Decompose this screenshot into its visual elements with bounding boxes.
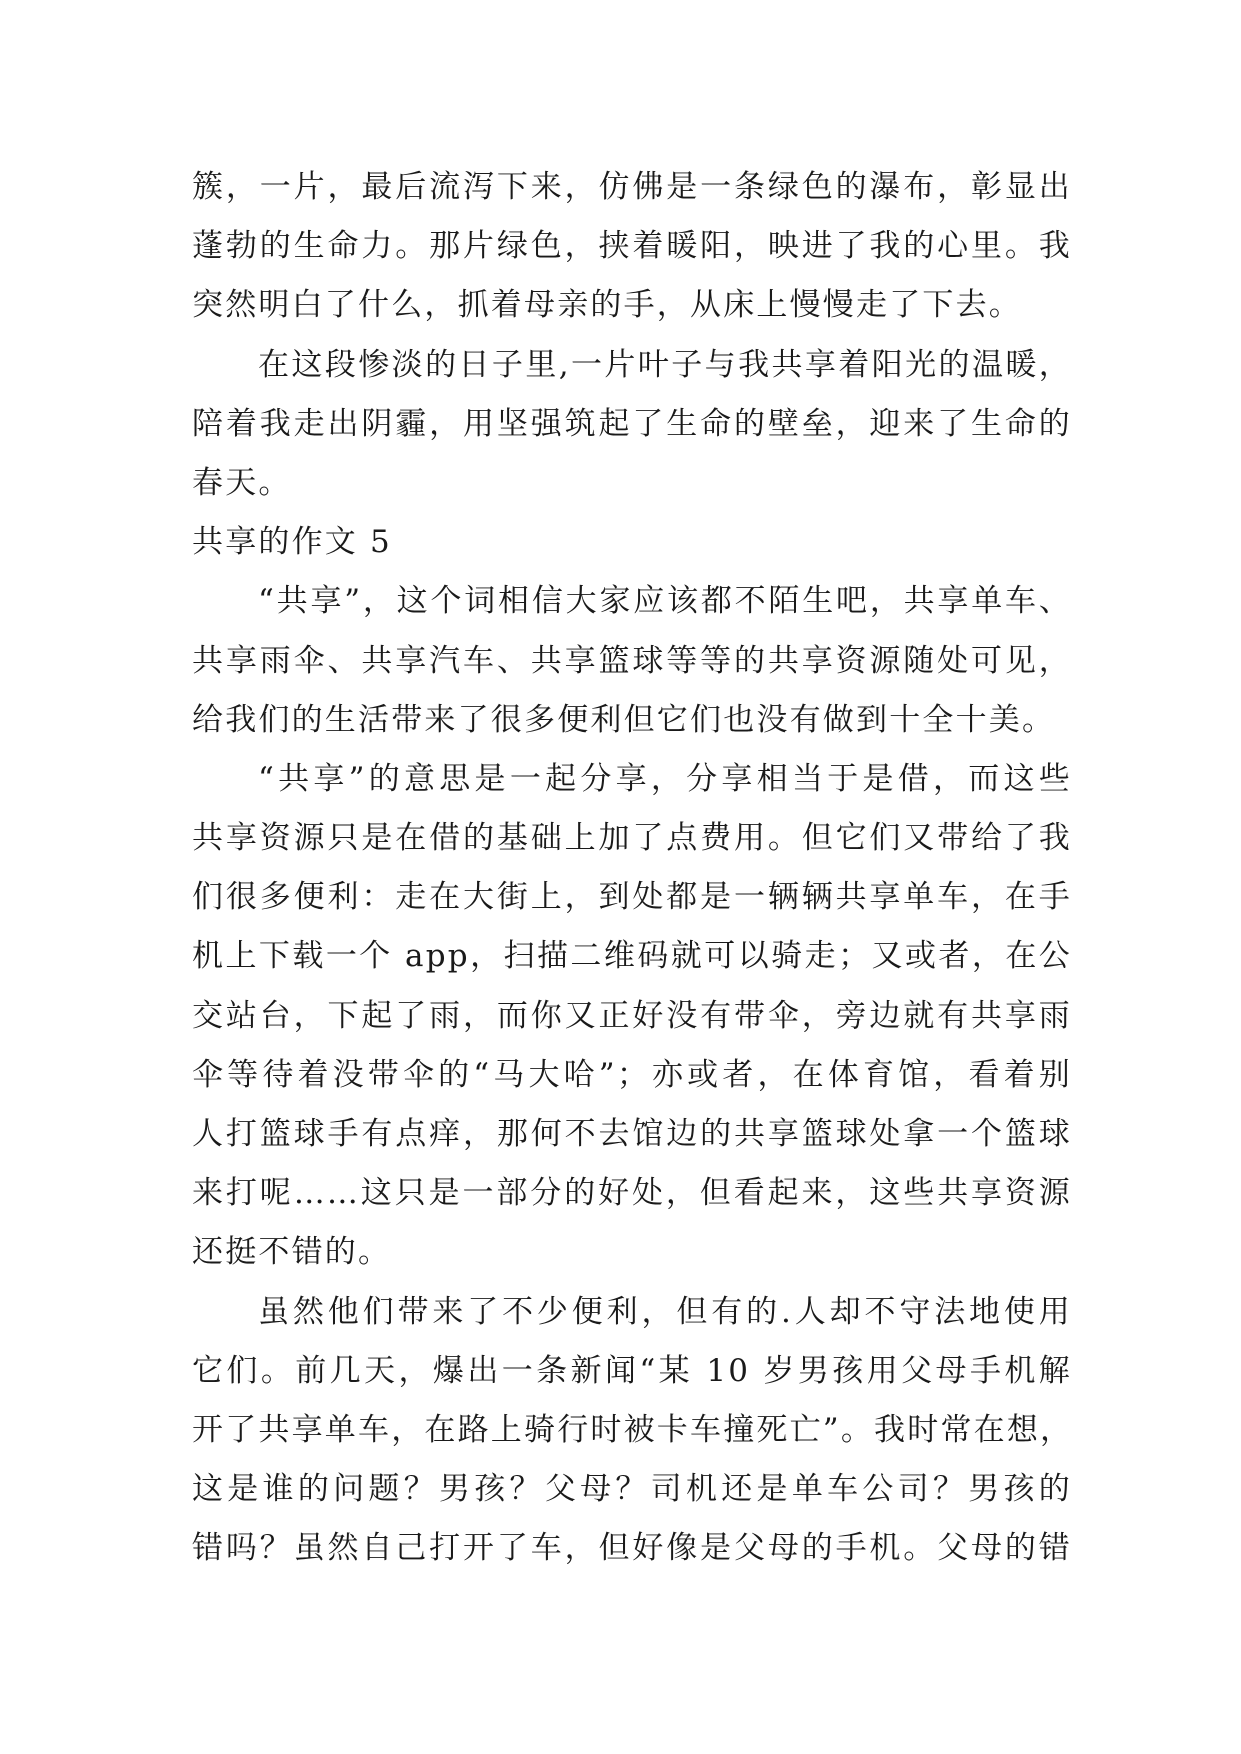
text-line: 错吗？虽然自己打开了车，但好像是父母的手机。父母的错 <box>192 1530 1072 1567</box>
paragraph-1 <box>192 158 1072 336</box>
paragraph-2 <box>192 336 1072 514</box>
text-line: 交站台，下起了雨，而你又正好没有带伞，旁边就有共享雨 <box>192 997 1072 1034</box>
text-line: 虽然他们带来了不少便利，但有的.人却不守法地使用 <box>258 1293 1072 1330</box>
text-line: 机上下载一个 app，扫描二维码就可以骑走；又或者，在公 <box>192 938 1072 975</box>
text-line: 来打呢……这只是一部分的好处，但看起来，这些共享资源 <box>192 1175 1072 1212</box>
heading-text: 共享的作文 5 <box>192 524 392 561</box>
text-line: 伞等待着没带伞的“马大哈”；亦或者，在体育馆，看着别 <box>192 1056 1072 1093</box>
paragraph-5 <box>192 1283 1072 1579</box>
text-line: 蓬勃的生命力。那片绿色，挟着暖阳，映进了我的心里。我 <box>192 228 1072 265</box>
document-body <box>192 158 1072 1579</box>
text-line: “共享”，这个词相信大家应该都不陌生吧，共享单车、 <box>258 583 1072 620</box>
text-line: 共享资源只是在借的基础上加了点费用。但它们又带给了我 <box>192 820 1072 857</box>
paragraph-4 <box>192 750 1072 1283</box>
text-line: 簇，一片，最后流泻下来，仿佛是一条绿色的瀑布，彰显出 <box>192 169 1072 205</box>
text-line: 突然明白了什么，抓着母亲的手，从床上慢慢走了下去。 <box>192 287 1022 324</box>
text-line: 人打篮球手有点痒，那何不去馆边的共享篮球处拿一个篮球 <box>192 1116 1072 1152</box>
text-line: 这是谁的问题？男孩？父母？司机还是单车公司？男孩的 <box>192 1471 1072 1508</box>
text-line: 春天。 <box>192 464 292 501</box>
text-line: 给我们的生活带来了很多便利但它们也没有做到十全十美。 <box>192 701 1056 738</box>
paragraph-3 <box>192 572 1072 750</box>
text-line: 开了共享单车，在路上骑行时被卡车撞死亡”。我时常在想， <box>192 1411 1074 1448</box>
text-line: 陪着我走出阴霾，用坚强筑起了生命的壁垒，迎来了生命的 <box>192 405 1072 442</box>
text-line: 还挺不错的。 <box>192 1234 392 1271</box>
text-line: 们很多便利：走在大街上，到处都是一辆辆共享单车，在手 <box>192 879 1072 916</box>
text-line: 共享雨伞、共享汽车、共享篮球等等的共享资源随处可见， <box>192 642 1072 679</box>
text-line: 它们。前几天，爆出一条新闻“某 10 岁男孩用父母手机解 <box>192 1352 1072 1389</box>
section-heading <box>192 513 1072 572</box>
text-line: “共享”的意思是一起分享，分享相当于是借，而这些 <box>258 760 1072 797</box>
text-line: 在这段惨淡的日子里,一片叶子与我共享着阳光的温暖， <box>258 346 1072 383</box>
